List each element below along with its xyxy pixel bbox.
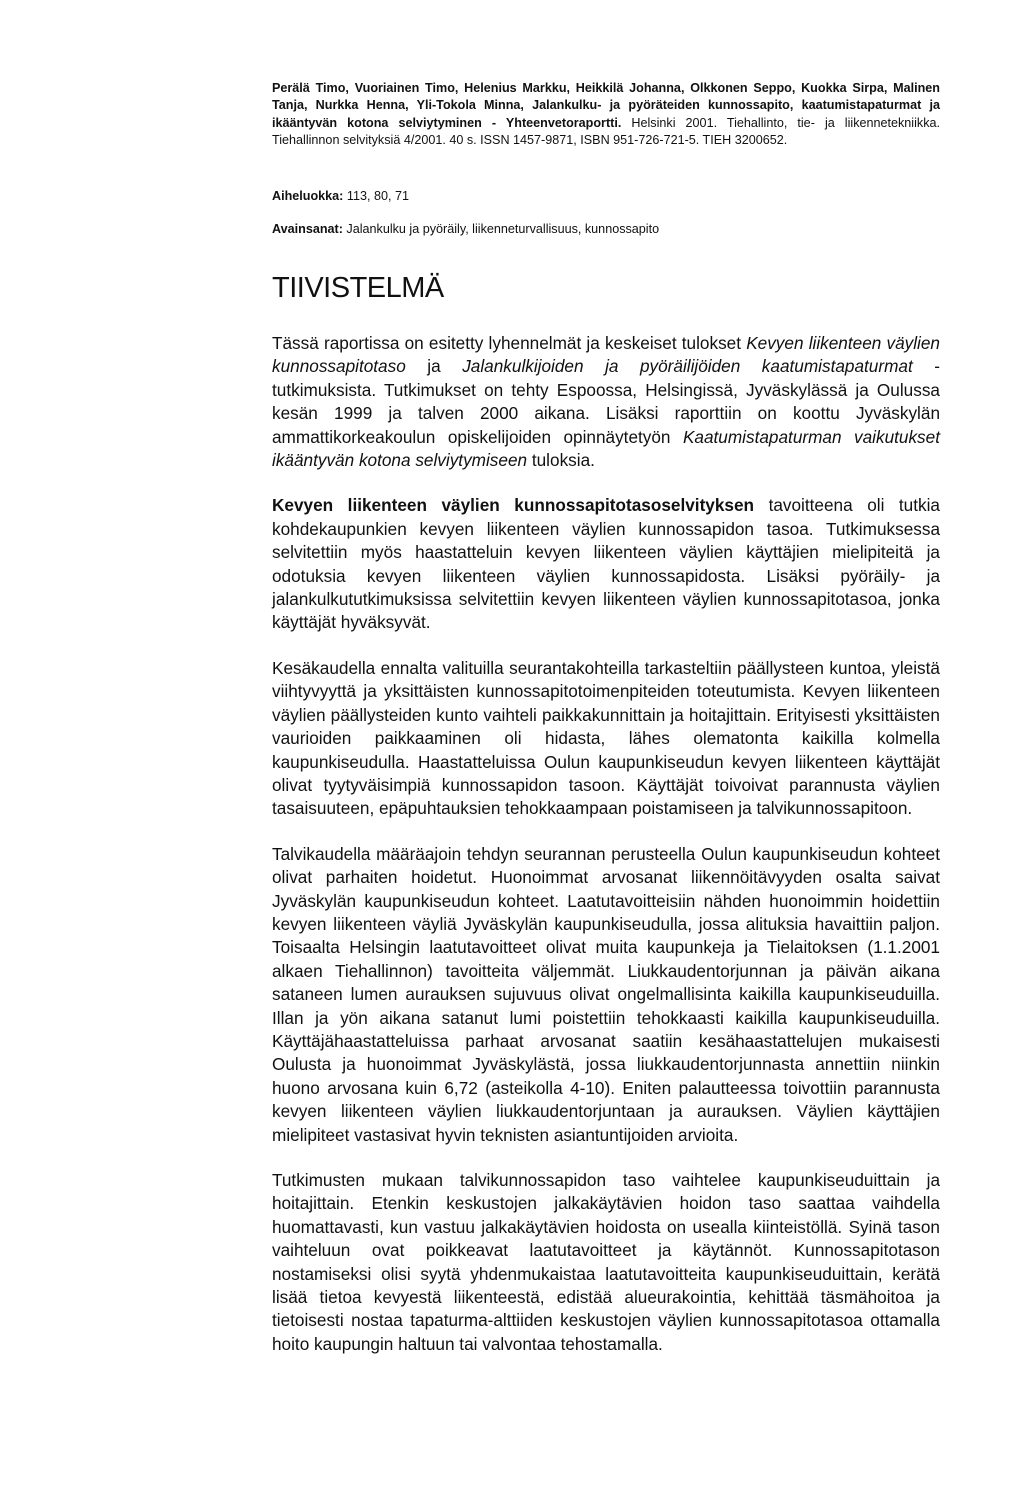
subject-classes <box>272 188 940 205</box>
paragraph-4: Talvikaudella määräajoin tehdyn seurannan perusteella Oulun kaupunkiseudun kohteet olivat parhaiten hoidetut. Huonoimmat arvosanat liikennöitävyyden osalta saivat Jyväskylän kaupunkiseudun kohteet. Laatutavoitteisiin nähden huonoimmin hoidettiin kevyen liikenteen väyliä Jyväskylän kaupunkiseudulla, jossa alituksia havaittiin paljon. Toisaalta Helsingin laatutavoitteet olivat muita kaupunkeja ja Tielaitoksen (1.1.2001 alkaen Tiehallinnon) tavoitteita väljemmät. Liukkaudentorjunnan ja päivän aikana sataneen lumen aurauksen sujuvuus olivat ongelmallisinta kaikilla kaupunkiseuduilla. Illan ja yön aikana satanut lumi poistettiin tehokkaasti kaikilla kaupunkiseuduilla. Käyttäjähaastatteluissa parhaat arvosanat saatiin kesähaastattelujen mukaisesti Oulusta ja huonoimmat Jyväskylästä, jossa liukkaudentorjunnasta annettiin niinkin huono arvosana kuin 6,72 (asteikolla 4-10). Eniten palautteessa toivottiin parannusta kevyen liikenteen väylien liukkaudentorjuntaan ja aurauksen. Väylien käyttäjien mielipiteet vastasivat hyvin teknisten asiantuntijoiden arvioita. <box>272 843 940 1145</box>
citation-authors-title: Perälä Timo, Vuoriainen Timo, Helenius Markku, Heikkilä Johanna, Olkkonen Seppo, Kuokka Sirpa, Malinen Tanja, Nurkka Henna, Yli-Tokola Minna, Jalankulku- ja pyöräteiden kunnossapito, kaatumistapaturmat ja ikääntyvän kotona selviytyminen - Yhteenvetoraportti. <box>272 81 940 130</box>
keywords-label: Avainsanat: <box>272 222 343 236</box>
subject-value: 113, 80, 71 <box>346 189 409 203</box>
abstract-body <box>272 332 940 1378</box>
citation-publication: Helsinki 2001. Tiehallinto, tie- ja liikennetekniikka. Tiehallinnon selvityksiä 4/2001. 40 s. ISSN 1457-9871, ISBN 951-726-721-5. TIEH 3200652. <box>272 115 941 148</box>
p1-title-1: Kevyen liikenteen väylien kunnossapitotaso <box>272 333 940 377</box>
paragraph-2 <box>272 494 940 634</box>
p1-text-a: Tässä raportissa on esitetty lyhennelmät ja keskeiset tulokset <box>272 333 747 353</box>
p1-text-d: tuloksia. <box>527 450 595 471</box>
paragraph-5: Tutkimusten mukaan talvikunnossapidon taso vaihtelee kaupunkiseuduittain ja hoitajittain. Etenkin keskustojen jalkakäytävien hoidon taso saattaa vaihdella huomattavasti, kun vastuu jalkakäytävien hoidosta on usealla kiinteistöllä. Syinä tason vaihteluun ovat poikkeavat laatutavoitteet ja käytännöt. Kunnossapitotason nostamiseksi olisi syytä yhdenmukaistaa laatutavoitteita kaupunkiseuduittain, kerätä lisää tietoa kevyestä liikenteestä, edistää alueurakointia, kehittää täsmähoitoa ja tietoisesti nostaa tapaturma-alttiiden keskustojen väylien kunnossapitotasoa ottamalla hoito kaupungin haltuun tai valvontaa tehostamalla. <box>272 1170 940 1354</box>
p1-title-3: Kaatumistapaturman vaikutukset ikääntyvän kotona selviytymiseen <box>272 426 940 471</box>
keywords <box>272 221 940 238</box>
p1-title-2: Jalankulkijoiden ja pyöräilijöiden kaatumistapaturmat <box>462 356 913 377</box>
p2-text: tavoitteena oli tutkia kohdekaupunkien kevyen liikenteen väylien kunnossapidon tasoa. Tutkimuksessa selvitettiin myös haastatteluin kevyen liikenteen väylien käyttäjien mielipiteitä ja odotuksia kevyen liikenteen väylien kunnossapidosta. Lisäksi pyöräily- ja jalankulkututkimuksissa selvitettiin kevyen liikenteen väylien kunnossapitotasoa, jonka käyttäjät hyväksyvät. <box>272 495 940 633</box>
citation-block <box>272 80 940 150</box>
p1-text-b: ja <box>405 356 463 377</box>
paragraph-1 <box>272 332 940 472</box>
keywords-value: Jalankulku ja pyöräily, liikenneturvallisuus, kunnossapito <box>346 222 660 236</box>
paragraph-3: Kesäkaudella ennalta valituilla seurantakohteilla tarkasteltiin päällysteen kuntoa, yleistä viihtyvyyttä ja yksittäisten kunnossapitotoimenpiteiden toteutumista. Kevyen liikenteen väylien päällysteiden kunto vaihteli paikkakunnittain ja hoitajittain. Erityisesti yksittäisten vaurioiden paikkaaminen oli hidasta, lähes olematonta kaikilla kolmella kaupunkiseudulla. Haastatteluissa Oulun kaupunkiseudun kevyen liikenteen käyttäjät olivat tyytyväisimpiä kunnossapidon tasoon. Käyttäjät toivoivat parannusta väylien tasaisuuteen, epäpuhtauksien tehokkaampaan poistamiseen ja talvikunnossapitoon. <box>272 657 940 819</box>
abstract-heading: TIIVISTELMÄ <box>272 272 444 304</box>
p2-bold: Kevyen liikenteen väylien kunnossapitotasoselvityksen <box>272 495 755 516</box>
p1-text-c: -tutkimuksista. Tutkimukset on tehty Espoossa, Helsingissä, Jyväskylässä ja Oulussa kesän 1999 ja talven 2000 aikana. Lisäksi raporttiin on koottu Jyväskylän ammattikorkeakoulun opiskelijoiden opinnäytetyön <box>272 356 940 447</box>
subject-label: Aiheluokka: <box>272 189 344 203</box>
